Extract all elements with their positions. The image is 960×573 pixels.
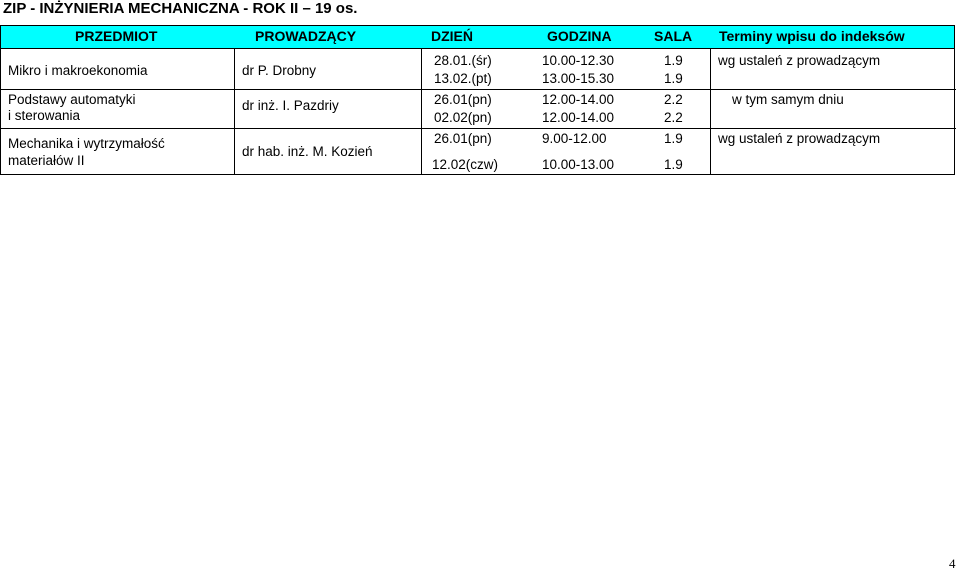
lecturer-name: dr inż. I. Pazdriy	[242, 98, 339, 113]
subject-name: Mikro i makroekonomia	[8, 63, 148, 78]
deadline-text: wg ustaleń z prowadzącym	[718, 131, 881, 146]
header-lecturer: PROWADZĄCY	[255, 28, 357, 44]
session-room: 2.2	[664, 110, 683, 125]
subject-name-cont: materiałów II	[8, 153, 85, 168]
header-subject: PRZEDMIOT	[75, 28, 158, 44]
session-room: 1.9	[664, 71, 683, 86]
schedule-table	[0, 25, 955, 175]
subject-name-cont: i sterowania	[8, 108, 81, 123]
header-hour: GODZINA	[547, 28, 612, 44]
session-hour: 10.00-13.00	[542, 157, 615, 172]
col-divider	[421, 49, 422, 174]
row-divider	[1, 89, 421, 90]
deadline-text: w tym samym dniu	[732, 92, 844, 107]
session-room: 1.9	[664, 53, 683, 68]
session-day: 26.01(pn)	[434, 131, 492, 146]
header-deadline: Terminy wpisu do indeksów	[719, 28, 905, 44]
row-divider	[1, 128, 421, 129]
session-hour: 12.00-14.00	[542, 92, 615, 107]
row-divider	[421, 89, 956, 90]
lecturer-name: dr P. Drobny	[242, 63, 317, 78]
session-room: 2.2	[664, 92, 683, 107]
session-hour: 9.00-12.00	[542, 131, 607, 146]
subject-name: Podstawy automatyki	[8, 92, 136, 107]
deadline-text: wg ustaleń z prowadzącym	[718, 53, 881, 68]
row-divider	[421, 128, 956, 129]
session-hour: 12.00-14.00	[542, 110, 615, 125]
page-title: ZIP - INŻYNIERIA MECHANICZNA - ROK II – 19 os.	[3, 0, 358, 17]
session-hour: 13.00-15.30	[542, 71, 615, 86]
session-day: 12.02(czw)	[432, 157, 499, 172]
session-day: 13.02.(pt)	[434, 71, 492, 86]
session-day: 28.01.(śr)	[434, 53, 492, 68]
session-room: 1.9	[664, 157, 683, 172]
page-number: 4	[949, 556, 956, 571]
lecturer-name: dr hab. inż. M. Kozień	[242, 144, 373, 159]
session-day: 02.02(pn)	[434, 110, 492, 125]
session-day: 26.01(pn)	[434, 92, 492, 107]
table-header	[1, 26, 954, 49]
session-room: 1.9	[664, 131, 683, 146]
header-room: SALA	[654, 28, 693, 44]
col-divider	[710, 49, 711, 174]
header-day: DZIEŃ	[431, 28, 473, 44]
session-hour: 10.00-12.30	[542, 53, 615, 68]
col-divider	[234, 49, 235, 174]
subject-name: Mechanika i wytrzymałość	[8, 136, 165, 151]
